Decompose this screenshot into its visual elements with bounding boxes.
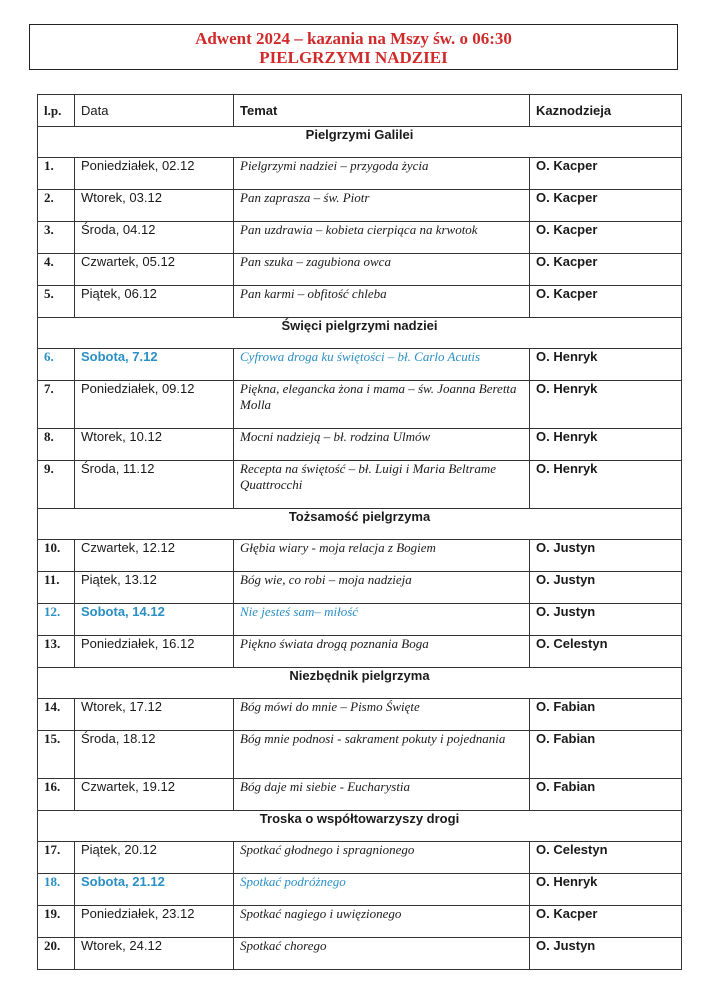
row-number: 18. [38,874,75,906]
row-preacher: O. Kacper [530,254,682,286]
row-preacher: O. Fabian [530,731,682,779]
document-title: Adwent 2024 – kazania na Mszy św. o 06:30 [195,29,512,48]
table-row [38,254,682,286]
row-preacher: O. Justyn [530,540,682,572]
table-row [38,286,682,318]
table-row [38,461,682,509]
section-title: Niezbędnik pielgrzyma [38,668,682,699]
row-preacher: O. Fabian [530,699,682,731]
row-date: Czwartek, 19.12 [75,779,234,811]
table-row [38,731,682,779]
row-preacher: O. Kacper [530,286,682,318]
row-number: 11. [38,572,75,604]
row-date: Środa, 11.12 [75,461,234,509]
table-row [38,874,682,906]
row-date: Sobota, 7.12 [75,349,234,381]
row-topic: Pan karmi – obfitość chleba [234,286,530,318]
table-body [38,127,682,970]
row-preacher: O. Celestyn [530,842,682,874]
row-number: 20. [38,938,75,970]
row-number: 7. [38,381,75,429]
row-number: 12. [38,604,75,636]
row-date: Sobota, 21.12 [75,874,234,906]
row-preacher: O. Henryk [530,349,682,381]
row-number: 5. [38,286,75,318]
row-number: 3. [38,222,75,254]
table-row [38,158,682,190]
row-date: Piątek, 13.12 [75,572,234,604]
row-date: Poniedziałek, 09.12 [75,381,234,429]
table-row [38,699,682,731]
row-date: Wtorek, 17.12 [75,699,234,731]
row-topic: Bóg mówi do mnie – Pismo Święte [234,699,530,731]
sermon-schedule-table [37,94,682,970]
section-title: Pielgrzymi Galilei [38,127,682,158]
row-topic: Piękno świata drogą poznania Boga [234,636,530,668]
row-topic: Bóg wie, co robi – moja nadzieja [234,572,530,604]
row-preacher: O. Kacper [530,190,682,222]
row-date: Środa, 18.12 [75,731,234,779]
row-number: 2. [38,190,75,222]
row-topic: Mocni nadzieją – bł. rodzina Ulmów [234,429,530,461]
row-topic: Bóg daje mi siebie - Eucharystia [234,779,530,811]
row-preacher: O. Henryk [530,461,682,509]
section-header-row [38,318,682,349]
row-number: 4. [38,254,75,286]
row-date: Wtorek, 10.12 [75,429,234,461]
row-number: 6. [38,349,75,381]
table-row [38,779,682,811]
table-row [38,349,682,381]
row-number: 1. [38,158,75,190]
row-preacher: O. Henryk [530,874,682,906]
table-header-row [38,95,682,127]
row-topic: Pan uzdrawia – kobieta cierpiąca na krwotok [234,222,530,254]
table-row [38,222,682,254]
row-number: 8. [38,429,75,461]
row-topic: Recepta na świętość – bł. Luigi i Maria Beltrame Quattrocchi [234,461,530,509]
document-title-box [29,24,678,70]
row-number: 13. [38,636,75,668]
section-header-row [38,668,682,699]
header-lp: l.p. [38,95,75,127]
table-row [38,381,682,429]
row-preacher: O. Celestyn [530,636,682,668]
row-date: Czwartek, 12.12 [75,540,234,572]
header-kaznodzieja: Kaznodzieja [530,95,682,127]
section-header-row [38,509,682,540]
row-preacher: O. Justyn [530,604,682,636]
row-topic: Cyfrowa droga ku świętości – bł. Carlo Acutis [234,349,530,381]
row-date: Wtorek, 24.12 [75,938,234,970]
row-date: Poniedziałek, 02.12 [75,158,234,190]
row-date: Piątek, 06.12 [75,286,234,318]
row-date: Czwartek, 05.12 [75,254,234,286]
section-title: Troska o współtowarzyszy drogi [38,811,682,842]
row-preacher: O. Fabian [530,779,682,811]
row-topic: Piękna, elegancka żona i mama – św. Joanna Beretta Molla [234,381,530,429]
row-number: 16. [38,779,75,811]
section-title: Święci pielgrzymi nadziei [38,318,682,349]
row-date: Środa, 04.12 [75,222,234,254]
row-topic: Spotkać podróżnego [234,874,530,906]
row-number: 19. [38,906,75,938]
table-row [38,604,682,636]
row-topic: Bóg mnie podnosi - sakrament pokuty i pojednania [234,731,530,779]
table-row [38,842,682,874]
table-row [38,429,682,461]
section-header-row [38,811,682,842]
row-date: Poniedziałek, 16.12 [75,636,234,668]
table-row [38,636,682,668]
row-topic: Pielgrzymi nadziei – przygoda życia [234,158,530,190]
row-date: Poniedziałek, 23.12 [75,906,234,938]
row-number: 15. [38,731,75,779]
table-row [38,540,682,572]
row-topic: Spotkać głodnego i spragnionego [234,842,530,874]
table-row [38,906,682,938]
row-number: 14. [38,699,75,731]
row-topic: Nie jesteś sam– miłość [234,604,530,636]
row-date: Piątek, 20.12 [75,842,234,874]
document-subtitle: PIELGRZYMI NADZIEI [259,48,448,67]
row-date: Wtorek, 03.12 [75,190,234,222]
row-preacher: O. Kacper [530,906,682,938]
row-preacher: O. Kacper [530,158,682,190]
row-topic: Pan zaprasza – św. Piotr [234,190,530,222]
row-number: 10. [38,540,75,572]
row-date: Sobota, 14.12 [75,604,234,636]
table-row [38,572,682,604]
header-temat: Temat [234,95,530,127]
table-row [38,190,682,222]
header-date: Data [75,95,234,127]
row-preacher: O. Kacper [530,222,682,254]
row-preacher: O. Justyn [530,938,682,970]
row-topic: Pan szuka – zagubiona owca [234,254,530,286]
row-number: 17. [38,842,75,874]
row-number: 9. [38,461,75,509]
row-preacher: O. Justyn [530,572,682,604]
table-row [38,938,682,970]
section-title: Tożsamość pielgrzyma [38,509,682,540]
row-topic: Spotkać nagiego i uwięzionego [234,906,530,938]
row-preacher: O. Henryk [530,381,682,429]
row-preacher: O. Henryk [530,429,682,461]
row-topic: Głębia wiary - moja relacja z Bogiem [234,540,530,572]
section-header-row [38,127,682,158]
row-topic: Spotkać chorego [234,938,530,970]
